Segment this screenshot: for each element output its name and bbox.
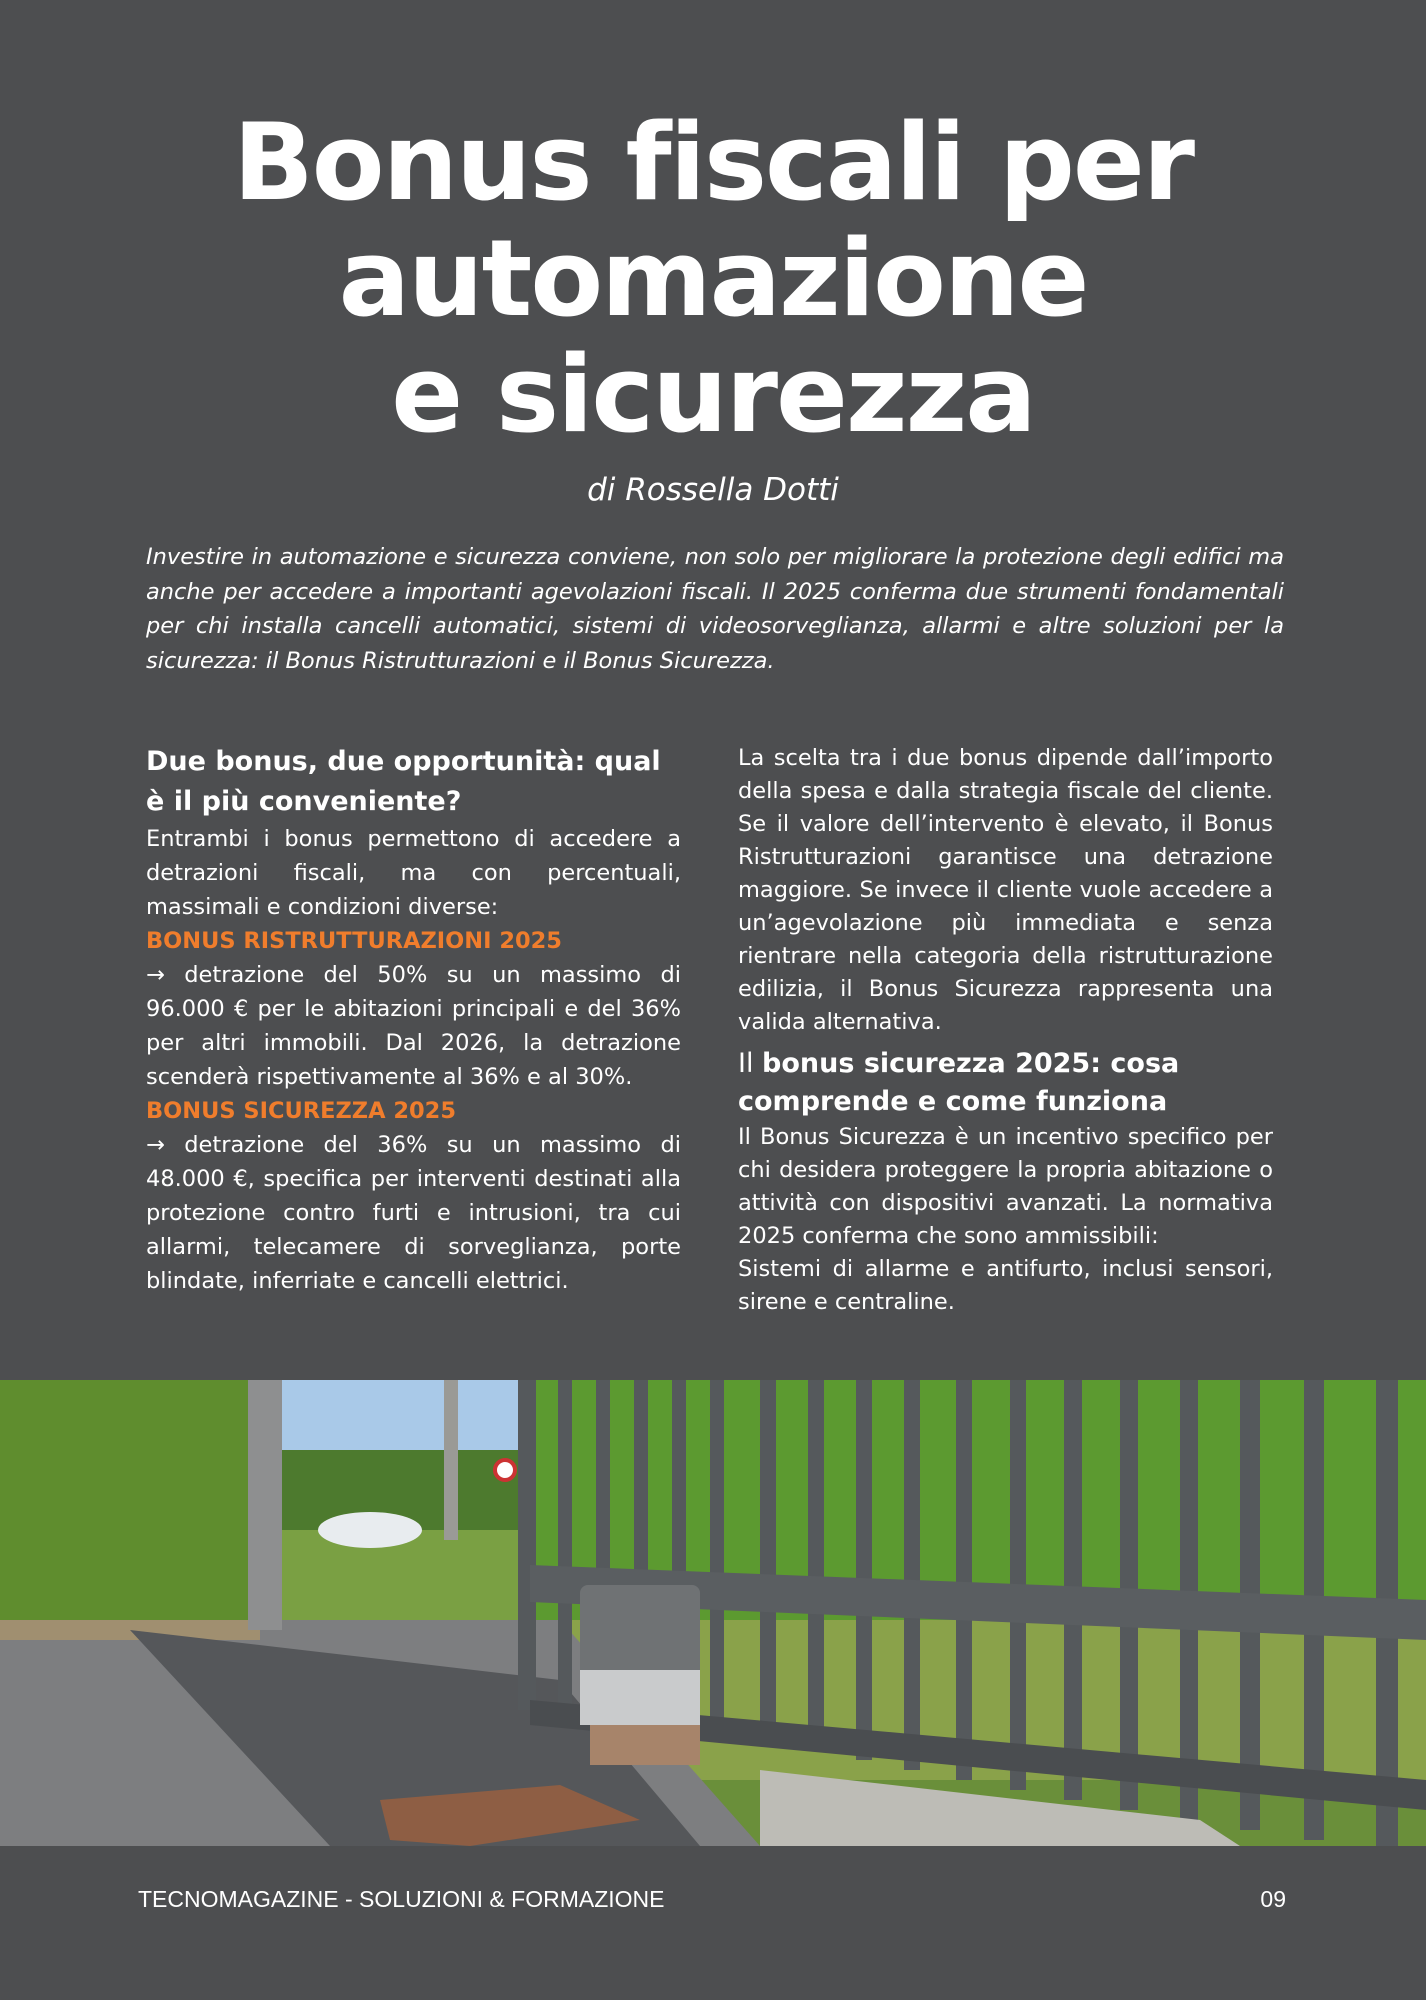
bonus-ristrutturazioni-text: → detrazione del 50% su un massimo di 96.000 € per le abitazioni principali e del 36% per altri immobili. Dal 2026, la detrazione scenderà rispettivamente al 36% e al 30%. bbox=[146, 962, 681, 1090]
article-intro: Investire in automazione e sicurezza conviene, non solo per migliorare la protezione degli edifici ma anche per accedere a importanti agevolazioni fiscali. Il 2025 conferma due strumenti fondamentali per chi installa cancelli automatici, sistemi di videosorveglianza, allarmi e altre soluzioni per la sicurezza: il Bonus Ristrutturazioni e il Bonus Sicurezza. bbox=[146, 544, 1284, 674]
footer-page-number: 09 bbox=[1260, 1886, 1286, 1912]
gate-photo bbox=[0, 1380, 1426, 1846]
right-heading-prefix: Il bbox=[738, 1048, 763, 1079]
right-paragraph-1: La scelta tra i due bonus dipende dall’importo della spesa e dalla strategia fiscale del cliente. Se il valore dell’intervento è elevato, il Bonus Ristrutturazioni garantisce una detrazione maggiore. Se invece il cliente vuole accedere a un’agevolazione più immediata e senza rientrare nella categoria della ristrutturazione edilizia, il Bonus Sicurezza rappresenta una valida alternativa. bbox=[738, 745, 1273, 1035]
right-column bbox=[738, 742, 1273, 1319]
gate-illustration bbox=[0, 1380, 1426, 1846]
right-paragraph-2: Il Bonus Sicurezza è un incentivo specifico per chi desidera proteggere la propria abitazione o attività con dispositivi avanzati. La normativa 2025 conferma che sono ammissibili: bbox=[738, 1124, 1273, 1249]
right-heading-bold: bonus sicurezza 2025: cosa comprende e come funziona bbox=[738, 1048, 1180, 1117]
title-line-1: Bonus fiscali per bbox=[232, 101, 1194, 224]
article-title bbox=[0, 101, 1426, 456]
footer-magazine: TECNOMAGAZINE - SOLUZIONI & FORMAZIONE bbox=[138, 1886, 665, 1912]
bonus-ristrutturazioni-label: BONUS RISTRUTTURAZIONI 2025 bbox=[146, 928, 562, 954]
left-column bbox=[146, 742, 681, 1298]
bonus-sicurezza-label: BONUS SICUREZZA 2025 bbox=[146, 1098, 456, 1124]
bonus-sicurezza-text: → detrazione del 36% su un massimo di 48.000 €, specifica per interventi destinati alla protezione contro furti e intrusioni, tra cui allarmi, telecamere di sorveglianza, porte blindate, inferriate e cancelli elettrici. bbox=[146, 1132, 681, 1294]
right-heading bbox=[738, 1045, 1273, 1121]
article-author: di Rossella Dotti bbox=[587, 472, 839, 508]
title-line-3: e sicurezza bbox=[391, 333, 1035, 456]
left-paragraph: Entrambi i bonus permettono di accedere a detrazioni fiscali, ma con percentuali, massimali e condizioni diverse: bbox=[146, 826, 681, 920]
left-heading: Due bonus, due opportunità: qual è il più conveniente? bbox=[146, 746, 661, 817]
title-line-2: automazione bbox=[338, 217, 1088, 340]
right-paragraph-3: Sistemi di allarme e antifurto, inclusi sensori, sirene e centraline. bbox=[738, 1256, 1273, 1315]
